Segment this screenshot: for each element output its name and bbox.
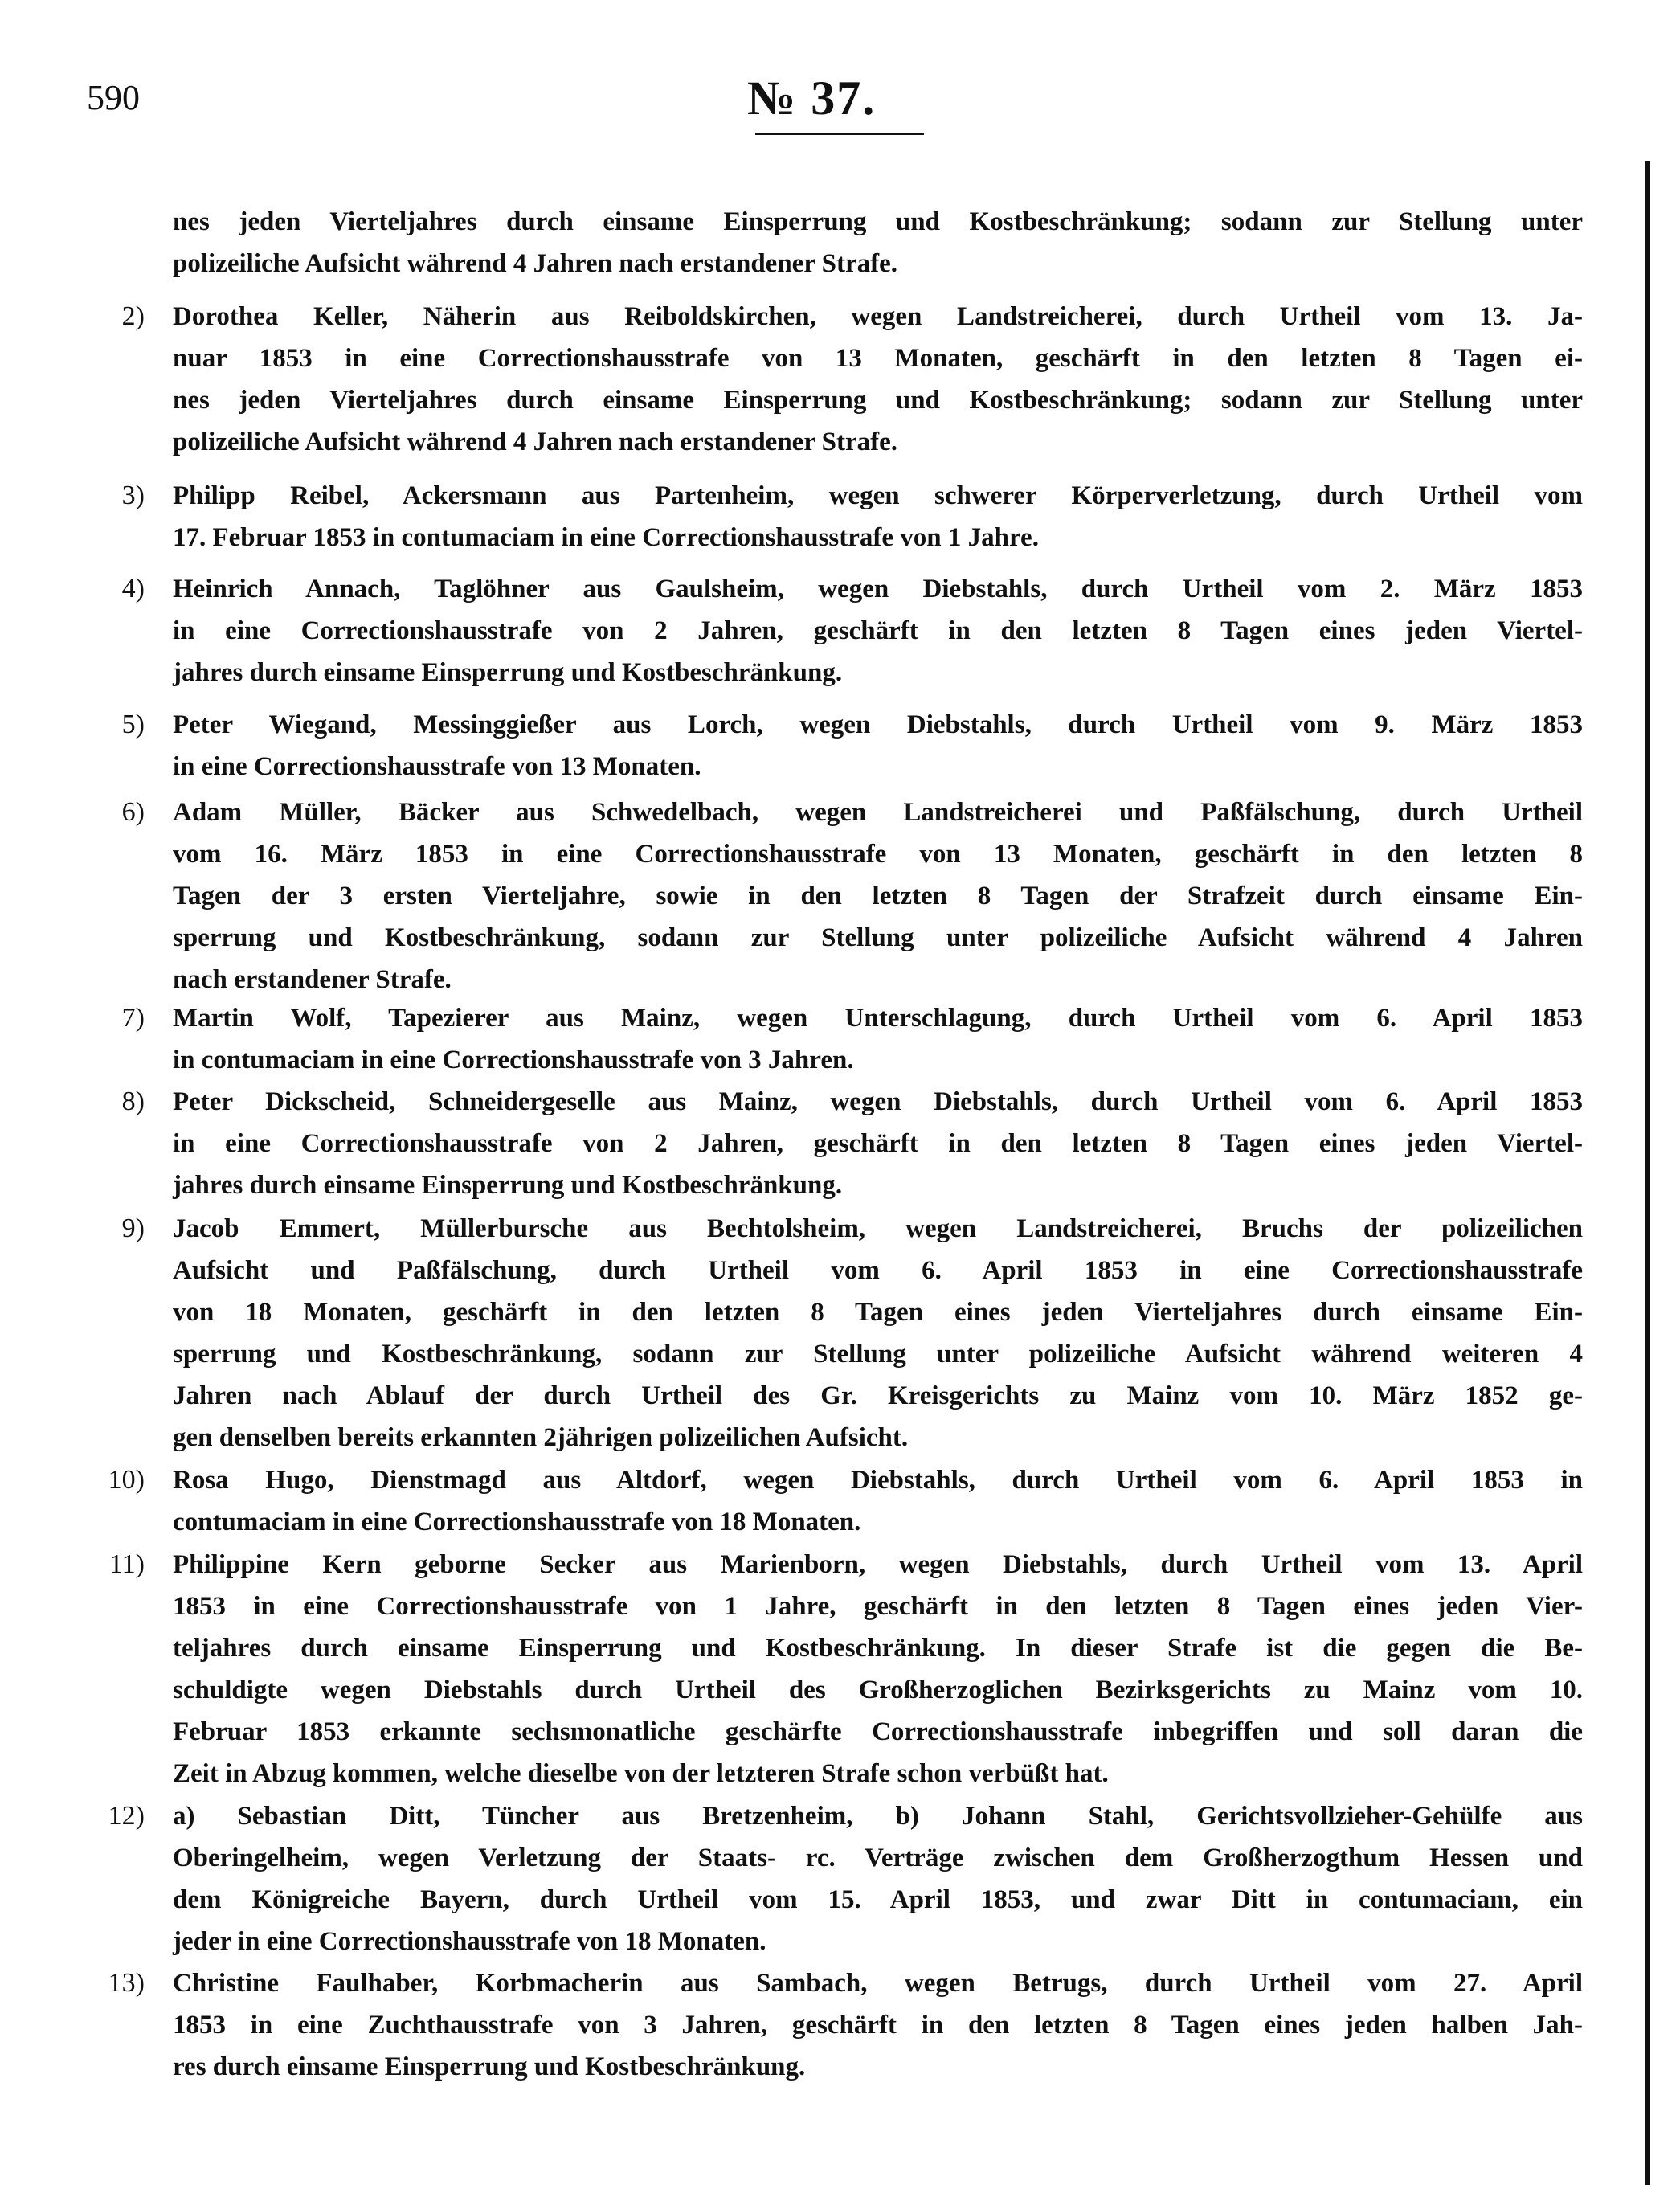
entry-6 [80,792,1583,1000]
entry-number: 10) [108,1465,145,1495]
text-line: Philipp Reibel, Ackersmann aus Partenheim, wegen schwerer Körperverletzung, durch Urtheil vom [173,481,1583,510]
entry-number: 11) [108,1549,145,1579]
text-line: vom 16. März 1853 in eine Correctionshausstrafe von 13 Monaten, geschärft in den letzten 8 [173,840,1583,869]
text-line: Aufsicht und Paßfälschung, durch Urtheil vom 6. April 1853 in eine Correctionshausstrafe [173,1256,1583,1285]
text-line: Tagen der 3 ersten Vierteljahre, sowie in den letzten 8 Tagen der Strafzeit durch einsame Ein- [173,882,1583,910]
text-line: Adam Müller, Bäcker aus Schwedelbach, wegen Landstreicherei und Paßfälschung, durch Urtheil [173,798,1583,827]
entry-3 [80,475,1583,559]
entry-8 [80,1081,1583,1206]
page-number: 590 [87,78,140,117]
text-line: sperrung und Kostbeschränkung, sodann zur Stellung unter polizeiliche Aufsicht während 4 Jahren [173,923,1583,952]
entry-number: 4) [121,574,145,604]
text-line: nuar 1853 in eine Correctionshausstrafe von 13 Monaten, geschärft in den letzten 8 Tagen ei- [173,344,1583,373]
text-line: in eine Correctionshausstrafe von 2 Jahren, geschärft in den letzten 8 Tagen eines jeden Viertel- [173,1129,1583,1158]
entry-number: 12) [108,1801,145,1831]
entry-number: 13) [108,1968,145,1998]
text-line: Februar 1853 erkannte sechsmonatliche geschärfte Correctionshausstrafe inbegriffen und soll daran die [173,1717,1583,1746]
text-line: Dorothea Keller, Näherin aus Reiboldskirchen, wegen Landstreicherei, durch Urtheil vom 13. Ja- [173,302,1583,331]
continuation-paragraph [80,201,1583,284]
text-line: sperrung und Kostbeschränkung, sodann zur Stellung unter polizeiliche Aufsicht während weiteren 4 [173,1340,1583,1369]
text-line: jahres durch einsame Einsperrung und Kostbeschränkung. [173,658,843,687]
text-line: gen denselben bereits erkannten 2jährigen polizeilichen Aufsicht. [173,1423,909,1452]
text-line: Martin Wolf, Tapezierer aus Mainz, wegen Unterschlagung, durch Urtheil vom 6. April 1853 [173,1004,1583,1033]
entry-number: 9) [121,1213,145,1243]
entry-4 [80,568,1583,694]
text-line: res durch einsame Einsperrung und Kostbeschränkung. [173,2052,806,2081]
text-line: nes jeden Vierteljahres durch einsame Einsperrung und Kostbeschränkung; sodann zur Stellung unter [173,386,1583,415]
text-line: Rosa Hugo, Dienstmagd aus Altdorf, wegen Diebstahls, durch Urtheil vom 6. April 1853 in [173,1466,1583,1495]
text-line: polizeiliche Aufsicht während 4 Jahren nach erstandener Strafe. [173,249,897,278]
text-line: in contumaciam in eine Correctionshausstrafe von 3 Jahren. [173,1045,854,1074]
text-line: Zeit in Abzug kommen, welche dieselbe von der letzteren Strafe schon verbüßt hat. [173,1759,1109,1788]
entry-11 [80,1544,1583,1794]
text-line: von 18 Monaten, geschärft in den letzten 8 Tagen eines jeden Vierteljahres durch einsame Ein- [173,1298,1583,1327]
text-line: a) Sebastian Ditt, Tüncher aus Bretzenheim, b) Johann Stahl, Gerichtsvollzieher-Gehülfe aus [173,1802,1583,1831]
entry-9 [80,1208,1583,1459]
text-line: in eine Correctionshausstrafe von 13 Monaten. [173,752,701,781]
text-line: jeder in eine Correctionshausstrafe von 18 Monaten. [173,1927,766,1956]
heading-underline [755,133,924,135]
entry-13 [80,1962,1583,2088]
page-edge-line [1645,161,1650,2185]
entry-number: 6) [121,797,145,827]
text-line: 1853 in eine Correctionshausstrafe von 1 Jahre, geschärft in den letzten 8 Tagen eines jeden Vier- [173,1592,1583,1621]
entry-number: 5) [121,710,145,739]
text-line: 1853 in eine Zuchthausstrafe von 3 Jahren, geschärft in den letzten 8 Tagen eines jeden halben Jah- [173,2011,1583,2040]
entry-7 [80,997,1583,1081]
text-line: Peter Wiegand, Messinggießer aus Lorch, wegen Diebstahls, durch Urtheil vom 9. März 1853 [173,710,1583,739]
text-line: dem Königreiche Bayern, durch Urtheil vom 15. April 1853, und zwar Ditt in contumaciam, ein [173,1885,1583,1914]
issue-heading: № 37. [747,72,877,125]
text-line: polizeiliche Aufsicht während 4 Jahren nach erstandener Strafe. [173,428,897,456]
text-line: Jahren nach Ablauf der durch Urtheil des Gr. Kreisgerichts zu Mainz vom 10. März 1852 ge- [173,1381,1583,1410]
entry-number: 3) [121,481,145,510]
text-line: nes jeden Vierteljahres durch einsame Einsperrung und Kostbeschränkung; sodann zur Stellung unter [173,207,1583,236]
text-line: Philippine Kern geborne Secker aus Marienborn, wegen Diebstahls, durch Urtheil vom 13. April [173,1550,1583,1579]
text-line: Peter Dickscheid, Schneidergeselle aus Mainz, wegen Diebstahls, durch Urtheil vom 6. April 1853 [173,1087,1583,1116]
text-line: Oberingelheim, wegen Verletzung der Staats- rc. Verträge zwischen dem Großherzogthum Hessen und [173,1843,1583,1872]
text-line: Heinrich Annach, Taglöhner aus Gaulsheim, wegen Diebstahls, durch Urtheil vom 2. März 1853 [173,575,1583,604]
text-line: schuldigte wegen Diebstahls durch Urtheil des Großherzoglichen Bezirksgerichts zu Mainz vom 10. [173,1676,1583,1704]
entry-number: 2) [121,301,145,331]
text-line: Christine Faulhaber, Korbmacherin aus Sambach, wegen Betrugs, durch Urtheil vom 27. April [173,1969,1583,1998]
text-line: 17. Februar 1853 in contumaciam in eine Correctionshausstrafe von 1 Jahre. [173,523,1039,552]
text-line: contumaciam in eine Correctionshausstrafe von 18 Monaten. [173,1508,861,1536]
entry-5 [80,704,1583,788]
text-line: in eine Correctionshausstrafe von 2 Jahren, geschärft in den letzten 8 Tagen eines jeden Viertel- [173,616,1583,645]
entry-2 [80,296,1583,463]
entry-10 [80,1459,1583,1543]
entry-number: 7) [121,1003,145,1033]
text-line: teljahres durch einsame Einsperrung und Kostbeschränkung. In dieser Strafe ist die gegen die Be- [173,1634,1583,1663]
text-line: jahres durch einsame Einsperrung und Kostbeschränkung. [173,1171,843,1200]
text-line: Jacob Emmert, Müllerbursche aus Bechtolsheim, wegen Landstreicherei, Bruchs der polizeilichen [173,1214,1583,1243]
entry-number: 8) [121,1086,145,1116]
entry-12 [80,1795,1583,1962]
text-line: nach erstandener Strafe. [173,965,452,994]
